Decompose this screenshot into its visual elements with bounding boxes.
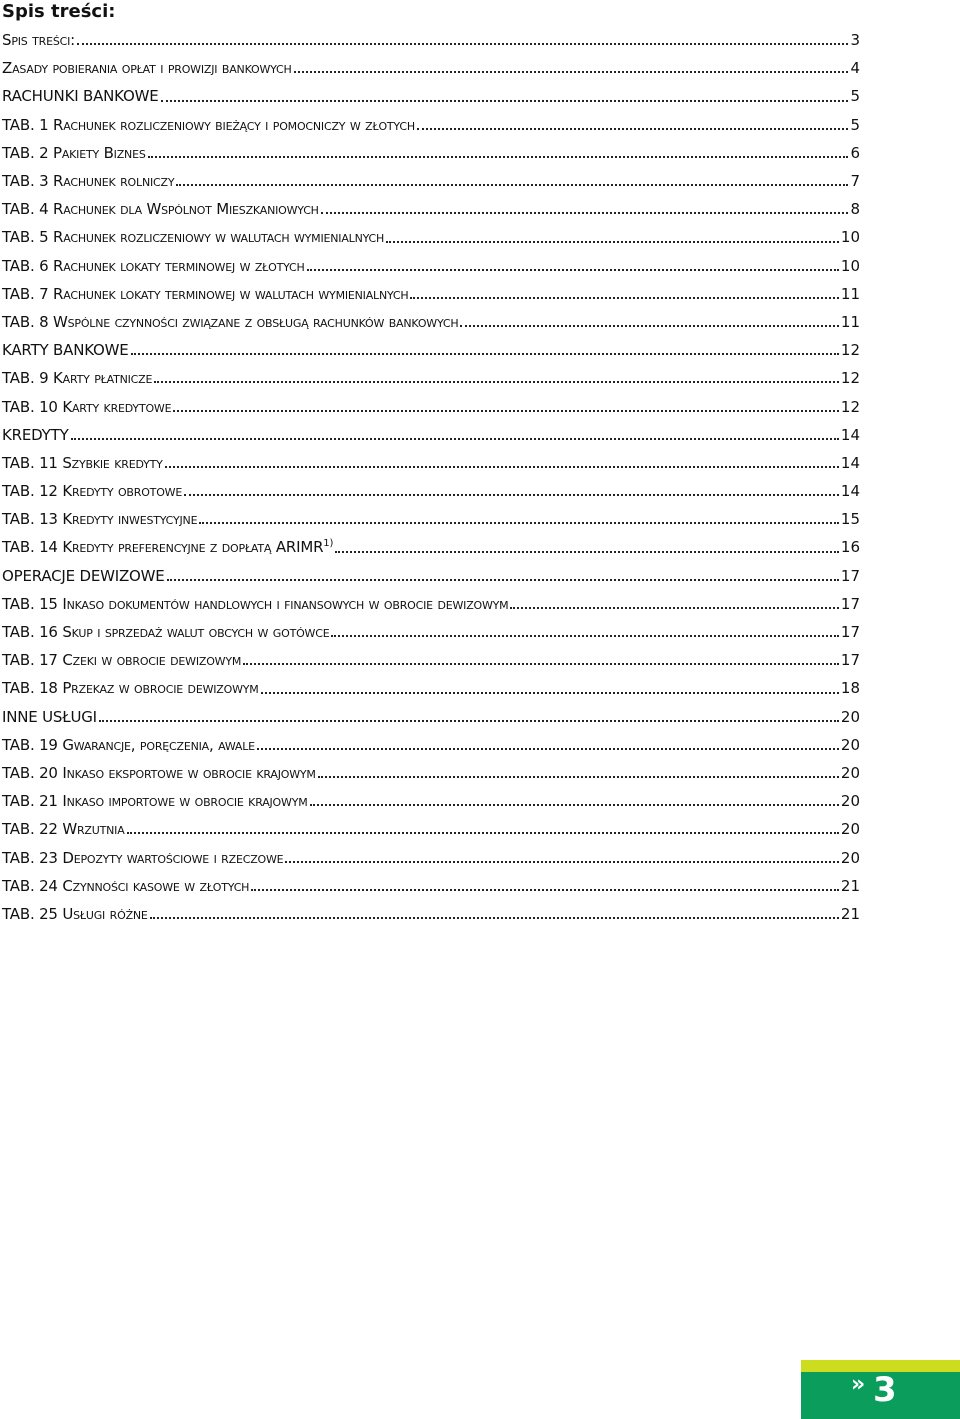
toc-entry-label-text: RACHUNKI BANKOWE xyxy=(2,87,159,106)
toc-entry-label xyxy=(2,454,163,472)
toc-entry-label-text: INNE USŁUGI xyxy=(2,707,97,726)
toc-entry-label xyxy=(2,736,255,754)
toc-entry-label xyxy=(2,849,283,867)
toc-entry-label-text: TAB. 15 Inkaso dokumentów handlowych i finansowych w obrocie dewizowym xyxy=(2,594,509,613)
toc-entry[interactable] xyxy=(2,280,860,308)
toc-entry-label-text: TAB. 2 Pakiety Biznes xyxy=(2,143,146,162)
toc-entry-label xyxy=(2,651,241,669)
toc-entry-label xyxy=(2,877,249,895)
toc-entry[interactable] xyxy=(2,392,860,420)
toc-entry[interactable] xyxy=(2,139,860,167)
toc-entry[interactable] xyxy=(2,533,860,561)
toc-entry-label-text: TAB. 17 Czeki w obrocie dewizowym xyxy=(2,651,242,670)
toc-entry-page: 11 xyxy=(840,284,860,303)
toc-entry-label xyxy=(2,510,197,528)
toc-entry-label xyxy=(2,257,305,275)
dot-leader xyxy=(510,606,838,609)
dot-leader xyxy=(321,211,848,214)
toc-entry-page: 12 xyxy=(840,397,860,416)
toc-entry-label-text: TAB. 16 Skup i sprzedaż walut obcych w gotówce xyxy=(2,623,330,642)
toc-entry-label-text: TAB. 3 Rachunek rolniczy xyxy=(2,172,175,191)
chevron-right-icon: » xyxy=(851,1372,866,1397)
toc-entry-label xyxy=(2,116,415,134)
dot-leader xyxy=(318,775,839,778)
dot-leader xyxy=(307,268,839,271)
toc-entry-label xyxy=(2,341,129,359)
dot-leader xyxy=(150,916,839,919)
toc-entry[interactable] xyxy=(2,872,860,900)
toc-entry-page: 6 xyxy=(850,143,860,162)
dot-leader xyxy=(184,493,839,496)
toc-entry[interactable] xyxy=(2,703,860,731)
toc-entry[interactable] xyxy=(2,900,860,928)
toc-entry-page: 5 xyxy=(850,115,860,134)
toc-entry-page: 17 xyxy=(840,623,860,642)
dot-leader xyxy=(294,70,848,73)
toc-entry-page: 5 xyxy=(850,87,860,106)
dot-leader xyxy=(99,719,839,722)
toc-heading: Spis treści: xyxy=(2,1,116,22)
toc-entry-page: 4 xyxy=(850,59,860,78)
toc-entry-label xyxy=(2,905,148,923)
toc-entry-label-text: Spis treści: xyxy=(2,31,76,50)
toc-list xyxy=(2,26,860,928)
toc-entry-label-text: TAB. 8 Wspólne czynności związane z obsługą rachunków bankowych xyxy=(2,312,459,331)
toc-entry-page: 10 xyxy=(840,256,860,275)
toc-entry-page: 17 xyxy=(840,651,860,670)
toc-entry-page: 14 xyxy=(840,453,860,472)
toc-entry-label xyxy=(2,313,458,331)
toc-entry-page: 21 xyxy=(840,904,860,923)
toc-entry-page: 12 xyxy=(840,341,860,360)
toc-entry-label xyxy=(2,764,316,782)
toc-entry[interactable] xyxy=(2,618,860,646)
toc-entry-label-text: TAB. 9 Karty płatnicze xyxy=(2,369,153,388)
dot-leader xyxy=(310,803,839,806)
toc-entry-label-text: TAB. 20 Inkaso eksportowe w obrocie krajowym xyxy=(2,763,316,782)
dot-leader xyxy=(386,240,839,243)
toc-entry-label xyxy=(2,285,408,303)
toc-entry[interactable] xyxy=(2,364,860,392)
toc-entry-page: 14 xyxy=(840,425,860,444)
dot-leader xyxy=(417,127,848,130)
toc-entry-label xyxy=(2,426,69,444)
dot-leader xyxy=(335,550,839,553)
toc-entry-label xyxy=(2,482,182,500)
dot-leader xyxy=(176,183,848,186)
toc-entry-label xyxy=(2,31,75,49)
toc-entry-footnote-mark: 1) xyxy=(323,538,334,550)
dot-leader xyxy=(243,662,839,665)
toc-entry-label-text: TAB. 13 Kredyty inwestycyjne xyxy=(2,510,198,529)
toc-entry-label-text: KREDYTY xyxy=(2,425,69,444)
toc-entry[interactable] xyxy=(2,167,860,195)
dot-leader xyxy=(331,634,838,637)
toc-entry-label-text: Zasady pobierania opłat i prowizji bankowych xyxy=(2,59,292,78)
toc-entry[interactable] xyxy=(2,759,860,787)
toc-entry-label-text: TAB. 25 Usługi różne xyxy=(2,904,148,923)
toc-entry[interactable] xyxy=(2,590,860,618)
dot-leader xyxy=(199,521,839,524)
toc-entry-label xyxy=(2,567,165,585)
toc-entry-page: 20 xyxy=(840,820,860,839)
dot-leader xyxy=(154,380,839,383)
dot-leader xyxy=(148,155,848,158)
toc-entry[interactable] xyxy=(2,646,860,674)
dot-leader xyxy=(77,42,848,45)
toc-entry-page: 7 xyxy=(850,172,860,191)
toc-entry-label xyxy=(2,144,146,162)
toc-entry-label xyxy=(2,369,152,387)
toc-entry-label-text: KARTY BANKOWE xyxy=(2,341,129,360)
dot-leader xyxy=(71,437,839,440)
toc-entry-label-text: TAB. 23 Depozyty wartościowe i rzeczowe xyxy=(2,848,284,867)
toc-entry[interactable] xyxy=(2,111,860,139)
toc-entry-label-text: TAB. 5 Rachunek rozliczeniowy w walutach wymienialnych xyxy=(2,228,385,247)
toc-entry-label xyxy=(2,792,308,810)
toc-entry-page: 20 xyxy=(840,763,860,782)
dot-leader xyxy=(285,860,838,863)
toc-entry[interactable] xyxy=(2,308,860,336)
toc-entry[interactable] xyxy=(2,449,860,477)
toc-entry-label xyxy=(2,595,508,613)
toc-entry-label-text: TAB. 21 Inkaso importowe w obrocie krajowym xyxy=(2,792,308,811)
dot-leader xyxy=(261,691,839,694)
toc-entry-label xyxy=(2,59,292,77)
toc-entry[interactable] xyxy=(2,843,860,871)
toc-entry-label-text: TAB. 4 Rachunek dla Wspólnot Mieszkaniowych xyxy=(2,200,319,219)
toc-entry-label-text: TAB. 24 Czynności kasowe w złotych xyxy=(2,876,250,895)
toc-entry-label-text: TAB. 22 Wrzutnia xyxy=(2,820,125,839)
toc-entry-label xyxy=(2,538,333,556)
page-number-tab xyxy=(801,1360,960,1419)
toc-entry-page: 21 xyxy=(840,876,860,895)
toc-entry[interactable] xyxy=(2,54,860,82)
toc-entry-label-text: TAB. 18 Przekaz w obrocie dewizowym xyxy=(2,679,259,698)
toc-entry-label xyxy=(2,172,174,190)
toc-entry-label xyxy=(2,398,171,416)
toc-entry-page: 20 xyxy=(840,707,860,726)
toc-entry-page: 8 xyxy=(850,200,860,219)
toc-entry-label-text: TAB. 19 Gwarancje, poręczenia, awale xyxy=(2,735,255,754)
toc-entry-page: 20 xyxy=(840,848,860,867)
toc-entry[interactable] xyxy=(2,26,860,54)
toc-entry[interactable] xyxy=(2,421,860,449)
toc-entry-page: 12 xyxy=(840,369,860,388)
dot-leader xyxy=(167,578,839,581)
toc-entry-page: 15 xyxy=(840,510,860,529)
toc-entry[interactable] xyxy=(2,815,860,843)
toc-entry-label-text: TAB. 6 Rachunek lokaty terminowej w złotych xyxy=(2,256,305,275)
toc-entry-page: 17 xyxy=(840,566,860,585)
toc-entry-label xyxy=(2,623,329,641)
dot-leader xyxy=(131,352,839,355)
dot-leader xyxy=(410,296,838,299)
toc-entry-label-text: TAB. 1 Rachunek rozliczeniowy bieżący i pomocniczy w złotych xyxy=(2,115,415,134)
dot-leader xyxy=(460,324,838,327)
toc-entry-label xyxy=(2,200,319,218)
toc-entry-page: 16 xyxy=(840,538,860,557)
dot-leader xyxy=(173,409,839,412)
dot-leader xyxy=(165,465,839,468)
toc-entry-page: 18 xyxy=(840,679,860,698)
dot-leader xyxy=(257,747,839,750)
dot-leader xyxy=(161,99,849,102)
toc-entry[interactable] xyxy=(2,252,860,280)
dot-leader xyxy=(127,831,839,834)
toc-entry[interactable] xyxy=(2,195,860,223)
toc-entry[interactable] xyxy=(2,505,860,533)
toc-entry[interactable] xyxy=(2,674,860,702)
dot-leader xyxy=(251,888,839,891)
toc-entry[interactable] xyxy=(2,82,860,110)
toc-entry[interactable] xyxy=(2,336,860,364)
toc-entry-label-text: TAB. 12 Kredyty obrotowe xyxy=(2,482,183,501)
toc-entry[interactable] xyxy=(2,562,860,590)
toc-entry-page: 11 xyxy=(840,312,860,331)
toc-entry-label-text: TAB. 14 Kredyty preferencyjne z dopłatą ARIMR xyxy=(2,538,324,557)
toc-entry-label xyxy=(2,87,159,105)
toc-entry-page: 14 xyxy=(840,482,860,501)
toc-entry-page: 17 xyxy=(840,594,860,613)
page-number: 3 xyxy=(873,1370,897,1410)
toc-entry[interactable] xyxy=(2,223,860,251)
toc-entry-page: 3 xyxy=(850,31,860,50)
toc-entry-page: 20 xyxy=(840,735,860,754)
toc-entry-label xyxy=(2,708,97,726)
toc-entry-label xyxy=(2,679,259,697)
toc-entry-label-text: OPERACJE DEWIZOWE xyxy=(2,566,165,585)
toc-entry-label xyxy=(2,820,125,838)
toc-entry-page: 10 xyxy=(840,228,860,247)
toc-entry-label-text: TAB. 7 Rachunek lokaty terminowej w walutach wymienialnych xyxy=(2,284,409,303)
toc-entry-label-text: TAB. 11 Szybkie kredyty xyxy=(2,453,163,472)
toc-entry[interactable] xyxy=(2,731,860,759)
toc-entry-label-text: TAB. 10 Karty kredytowe xyxy=(2,397,172,416)
toc-entry[interactable] xyxy=(2,477,860,505)
toc-entry-page: 20 xyxy=(840,792,860,811)
toc-entry-label xyxy=(2,228,384,246)
toc-entry[interactable] xyxy=(2,787,860,815)
